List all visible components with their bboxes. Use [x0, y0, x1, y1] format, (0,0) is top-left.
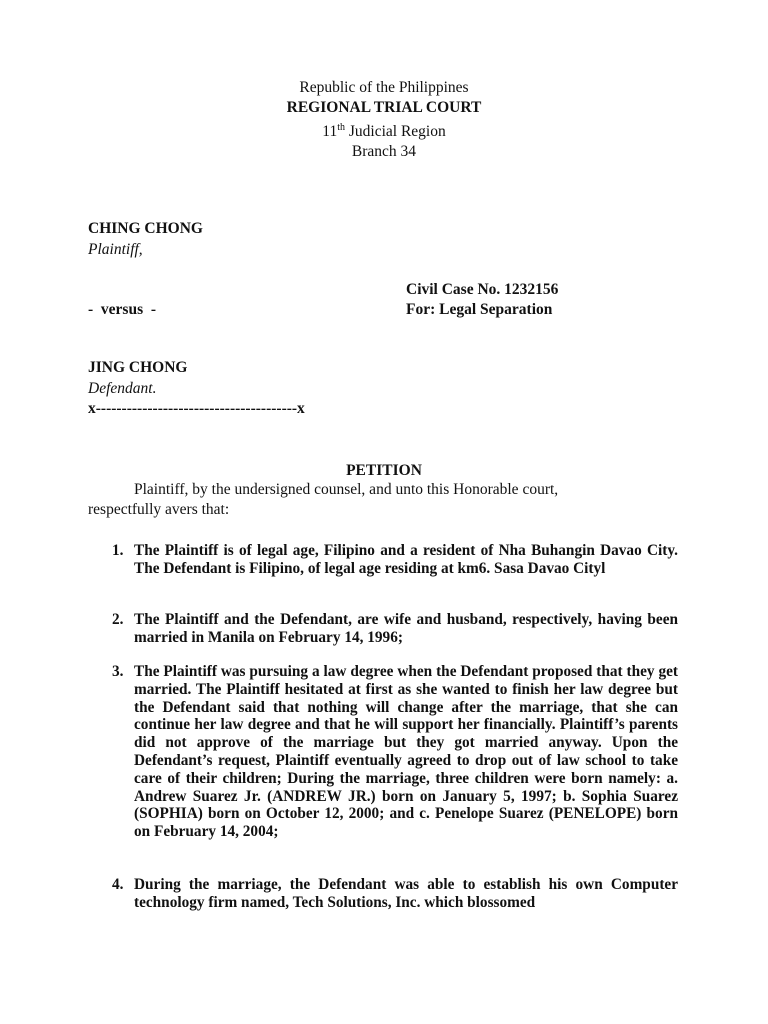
petition-intro-line1: Plaintiff, by the undersigned counsel, and unto this Honorable court, — [134, 481, 559, 498]
case-number: Civil Case No. 1232156 — [406, 281, 559, 298]
petition-intro-line2: respectfully avers that: — [88, 501, 230, 518]
allegation-item — [112, 542, 678, 578]
allegation-number: 2. — [112, 611, 124, 628]
caption-separator: x---------------------------------------x — [88, 400, 305, 417]
header-republic: Republic of the Philippines — [299, 79, 469, 96]
allegation-item — [112, 876, 678, 912]
plaintiff-role: Plaintiff, — [88, 241, 143, 258]
allegation-text: During the marriage, the Defendant was able to establish his own Computer technology firm named, Tech Solutions, Inc. which blossomed — [134, 876, 678, 911]
versus-label: - versus - — [88, 301, 157, 318]
plaintiff-name: CHING CHONG — [88, 220, 203, 237]
defendant-name: JING CHONG — [88, 359, 188, 376]
case-for: For: Legal Separation — [406, 301, 553, 318]
allegation-item — [112, 611, 678, 647]
header-court: REGIONAL TRIAL COURT — [286, 99, 482, 116]
court-header — [0, 78, 768, 162]
defendant-role: Defendant. — [88, 380, 157, 397]
allegation-item — [112, 663, 678, 841]
allegation-text: The Plaintiff is of legal age, Filipino and a resident of Nha Buhangin Davao City. The Defendant is Filipino, of legal age residing at km6. Sasa Davao Cityl — [134, 542, 678, 577]
allegation-text: The Plaintiff and the Defendant, are wife and husband, respectively, having been married in Manila on February 14, 1996; — [134, 611, 678, 646]
allegation-number: 3. — [112, 663, 124, 680]
allegation-number: 1. — [112, 542, 124, 559]
header-branch: Branch 34 — [351, 143, 417, 161]
allegation-number: 4. — [112, 876, 124, 893]
allegation-text: The Plaintiff was pursuing a law degree when the Defendant proposed that they get married. The Plaintiff hesitated at first as she wanted to finish her law degree but the Defendant said that nothing will change after the marriage, that she can continue her law degree and that he will support her financially. Plaintiff’s parents did not approve of the marriage but they got married anyway. Upon the Defendant’s request, Plaintiff eventually agreed to drop out of law school to take care of their children; During the marriage, three children were born namely: a. Andrew Suarez Jr. (ANDREW JR.) born on January 5, 1997; b. Sophia Suarez (SOPHIA) born on October 12, 2000; and c. Penelope Suarez (PENELOPE) born on February 14, 2004; — [134, 663, 678, 841]
petition-title: PETITION — [346, 462, 422, 479]
header-region: 11th Judicial Region — [322, 122, 446, 141]
